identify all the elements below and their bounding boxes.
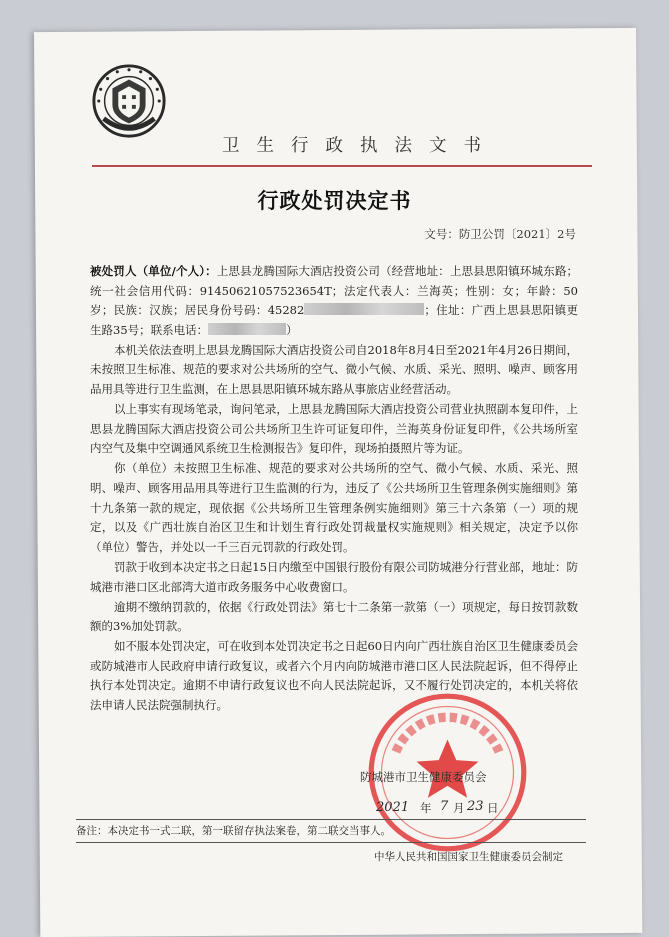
payment-paragraph: 罚款于收到本决定书之日起15日内缴至中国银行股份有限公司防城港分行营业部，地址：防城港市港口区北部湾大道市政务服务中心收费窗口。 [90,559,578,594]
sign-date-year: 2021 [376,800,410,815]
sign-date-day-mark: 日 [487,801,499,815]
redacted-id [304,303,424,315]
party-paragraph [90,262,578,340]
document-body [90,262,578,716]
footer-issuer: 中华人民共和国国家卫生健康委员会制定 [374,851,563,863]
signer-name: 防城港市卫生健康委员会 [360,770,487,784]
party-text-2: ；住址：广西上思县思阳镇更生路35号；联系电话： [90,303,578,337]
decision-paragraph: 你（单位）未按照卫生标准、规范的要求对公共场所的空气、微小气候、水质、采光、照明、噪声、顾客用品用具等进行卫生监测的行为，违反了《公共场所卫生管理条例实施细则》第十九条第一款的规定，现依据《公共场所卫生管理条例实施细则》第三十六条第（一）项的规定，以及《广西壮族自治区卫生和计划生育行政处罚裁量权实施规则》相关规定，决定予以你（单位）警告，并处以一千三百元罚款的行政处罚。 [90,461,578,554]
footer-rule-top [76,819,586,820]
sign-date-day: 23 [467,799,484,814]
sign-date-month: 7 [440,799,449,814]
header-title: 卫生行政执法文书 [222,136,498,156]
sign-date-year-mark: 年 [420,801,432,815]
document-number: 文号：防卫公罚〔2021〕2号 [424,227,576,241]
document-title: 行政处罚决定书 [257,189,412,213]
late-fee-paragraph: 逾期不缴纳罚款的，依据《行政处罚法》第七十二条第一款第（一）项规定，每日按罚款数额的3%加处罚款。 [90,599,578,634]
appeal-paragraph: 如不服本处罚决定，可在收到本处罚决定书之日起60日内向广西壮族自治区卫生健康委员会或防城港市人民政府申请行政复议，或者六个月内向防城港市港口区人民法院起诉，但不得停止执行本处罚决定。逾期不申请行政复议也不向人民法院起诉，又不履行处罚决定的，本机关将依法申请人民法院强制执行。 [90,639,578,713]
footer-rule-bottom [76,842,586,843]
redacted-phone [208,323,286,335]
party-text: 上思县龙腾国际大酒店投资公司（经营地址：上思县思阳镇环城东路；统一社会信用代码：91450621057523654T；法定代表人：兰海英；性别：女；年龄：50岁；民族：汉族；居民身份号码：45282 [90,264,579,318]
facts-paragraph: 本机关依法查明上思县龙腾国际大酒店投资公司自2018年8月4日至2021年4月26日期间，未按照卫生标准、规范的要求对公共场所的空气、微小气候、水质、采光、照明、噪声、顾客用品用具等进行卫生监测，在上思县思阳镇环城东路从事旅店业经营活动。 [90,342,578,397]
header-rule [92,165,592,167]
party-label: 被处罚人（单位/个人）： [90,264,217,278]
sign-date-month-mark: 月 [453,801,465,815]
evidence-paragraph: 以上事实有现场笔录，询问笔录，上思县龙腾国际大酒店投资公司营业执照副本复印件，上思县龙腾国际大酒店投资公司公共场所卫生许可证复印件，兰海英身份证复印件，《公共场所室内空气及集中空调通风系统卫生检测报告》复印件，现场拍摄照片等为证。 [90,402,578,456]
footer-note: 备注：本决定书一式二联，第一联留存执法案卷，第二联交当事人。 [76,825,391,837]
party-text-3: ） [286,322,298,337]
health-inspection-emblem-icon [90,62,168,140]
